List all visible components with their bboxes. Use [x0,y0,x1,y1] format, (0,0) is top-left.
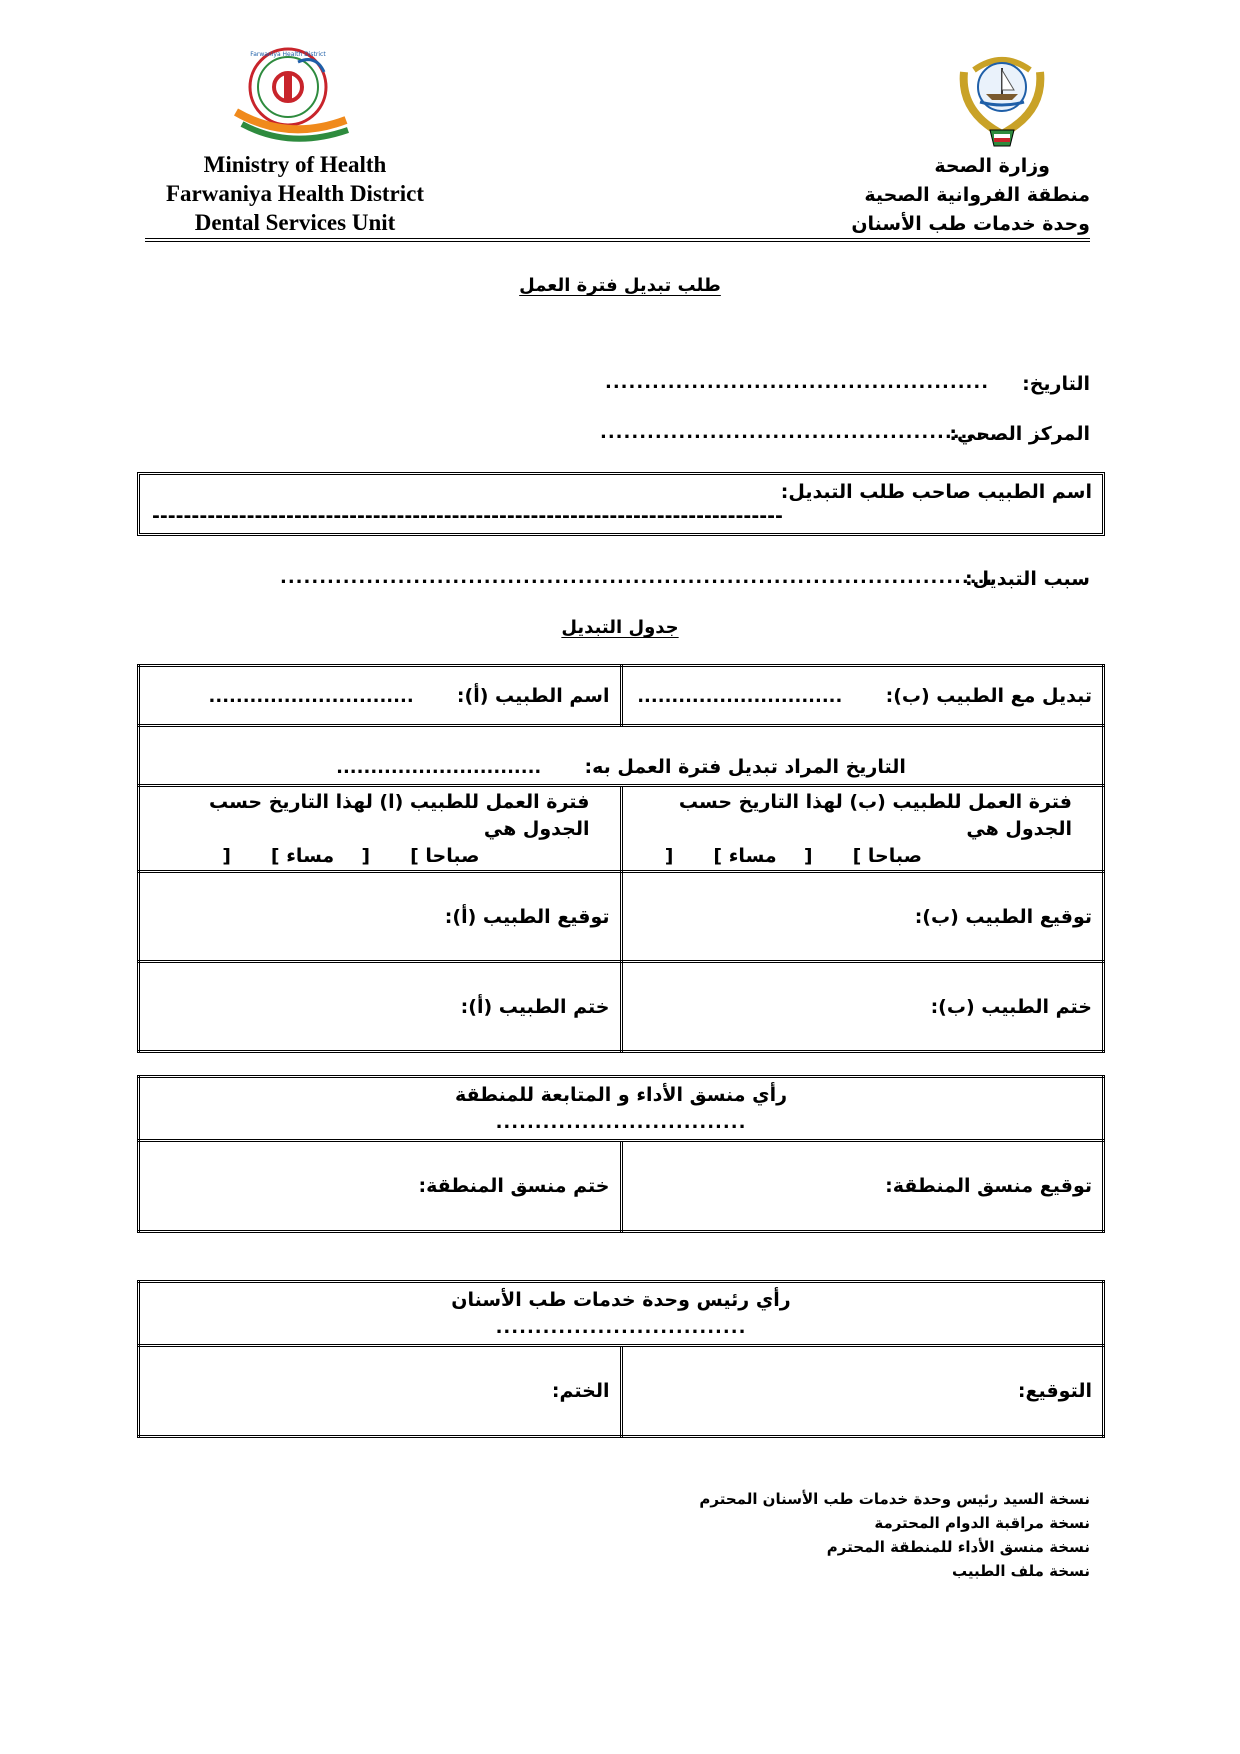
head-stamp-label: الختم: [551,1380,610,1402]
doctor-b-label: تبديل مع الطبيب (ب): [885,684,1092,707]
stamp-a-cell[interactable] [139,962,622,1052]
shift-b-cell [621,786,1104,872]
header-arabic-line-1: وزارة الصحة [934,155,1050,177]
coordinator-stamp-cell[interactable] [139,1141,622,1232]
header-arabic-line-2: منطقة الفروانية الصحية [864,184,1090,206]
stamp-b-cell[interactable] [621,962,1104,1052]
kuwait-emblem [952,42,1052,152]
header-english-line-1: Ministry of Health [203,152,387,177]
schedule-title: جدول التبديل [561,617,679,638]
schedule-table [137,664,1105,1029]
copy-item: نسخة منسق الأداء للمنطقة المحترم [826,1538,1090,1556]
sign-a-cell[interactable] [139,872,622,962]
header-divider [145,238,1090,242]
reason-label: سبب التبديل: [965,568,1090,590]
sign-b-cell[interactable] [621,872,1104,962]
coordinator-opinion-title: رأي منسق الأداء و المتابعة للمنطقة [454,1083,788,1106]
shift-b-evening-label: مساء [728,845,777,867]
coordinator-sign-cell[interactable] [621,1141,1104,1232]
coordinator-sign-label: توقيع منسق المنطقة: [885,1175,1092,1197]
shift-b-label: فترة العمل للطبيب (ب) لهذا التاريخ حسب الجدول هي [678,791,1072,840]
doctor-a-cell [139,666,622,726]
coordinator-stamp-label: ختم منسق المنطقة: [418,1175,610,1197]
stamp-a-label: ختم الطبيب (أ): [460,995,610,1018]
farwaniya-district-logo [228,42,358,152]
coordinator-opinion-cell[interactable] [139,1077,1104,1141]
copy-item: نسخة السيد رئيس وحدة خدمات طب الأسنان المحترم [699,1490,1090,1508]
shift-b-evening-checkbox[interactable]: ][ [664,845,723,867]
swap-date-label: التاريخ المراد تبديل فترة العمل به: [584,756,906,778]
doctor-b-field[interactable]: .............................. [637,685,843,707]
shift-a-evening-checkbox[interactable]: ][ [222,845,280,867]
requester-label: اسم الطبيب صاحب طلب التبديل: [780,481,1092,503]
shift-a-label: فترة العمل للطبيب (ا) لهذا التاريخ حسب الجدول هي [208,791,590,840]
head-sign-cell[interactable] [621,1346,1104,1437]
requester-field[interactable]: -------------------------------------------------------------------------------- [152,505,783,527]
head-opinion-field[interactable]: ................................ [495,1316,747,1338]
requester-box [137,472,1105,536]
head-sign-label: التوقيع: [1017,1380,1092,1402]
shift-a-cell [139,786,622,872]
stamp-b-label: ختم الطبيب (ب): [930,995,1092,1018]
coordinator-table [137,1075,1105,1230]
logo-left-text: Farwaniya Health District [250,51,326,58]
header-english-line-2: Farwaniya Health District [165,181,425,206]
health-center-label: المركز الصحي: [949,423,1090,445]
doctor-a-label: اسم الطبيب (أ): [456,684,610,707]
head-opinion-title: رأي رئيس وحدة خدمات طب الأسنان [451,1288,791,1311]
shift-a-morning-label: صباحا [425,845,480,867]
sign-b-label: توقيع الطبيب (ب): [914,905,1092,928]
copy-item: نسخة مراقبة الدوام المحترمة [874,1514,1090,1532]
sign-a-label: توقيع الطبيب (أ): [444,905,610,928]
header-arabic [851,152,1090,239]
header-english [130,150,460,237]
shift-b-morning-checkbox[interactable]: ][ [803,845,862,867]
copies-list [699,1487,1090,1583]
shift-b-morning-label: صباحا [867,845,922,867]
swap-date-cell [139,726,1104,786]
form-title: طلب تبديل فترة العمل [519,275,721,296]
shift-a-morning-checkbox[interactable]: ][ [361,845,419,867]
head-table [137,1280,1105,1435]
header-english-line-3: Dental Services Unit [194,210,396,235]
date-field[interactable]: ................................................. [605,372,990,393]
coordinator-opinion-field[interactable]: ................................ [495,1111,747,1133]
header-arabic-line-3: وحدة خدمات طب الأسنان [851,213,1090,235]
head-opinion-cell[interactable] [139,1282,1104,1346]
copy-item: نسخة ملف الطبيب [951,1562,1090,1580]
doctor-b-cell [621,666,1104,726]
date-label: التاريخ: [1022,373,1090,395]
health-center-field[interactable]: ................................................. [600,422,985,443]
doctor-a-field[interactable]: .............................. [208,685,414,707]
swap-date-field[interactable]: .............................. [336,757,542,778]
shift-a-evening-label: مساء [286,845,335,867]
head-stamp-cell[interactable] [139,1346,622,1437]
reason-field[interactable]: ........................................................................................... [280,567,994,588]
